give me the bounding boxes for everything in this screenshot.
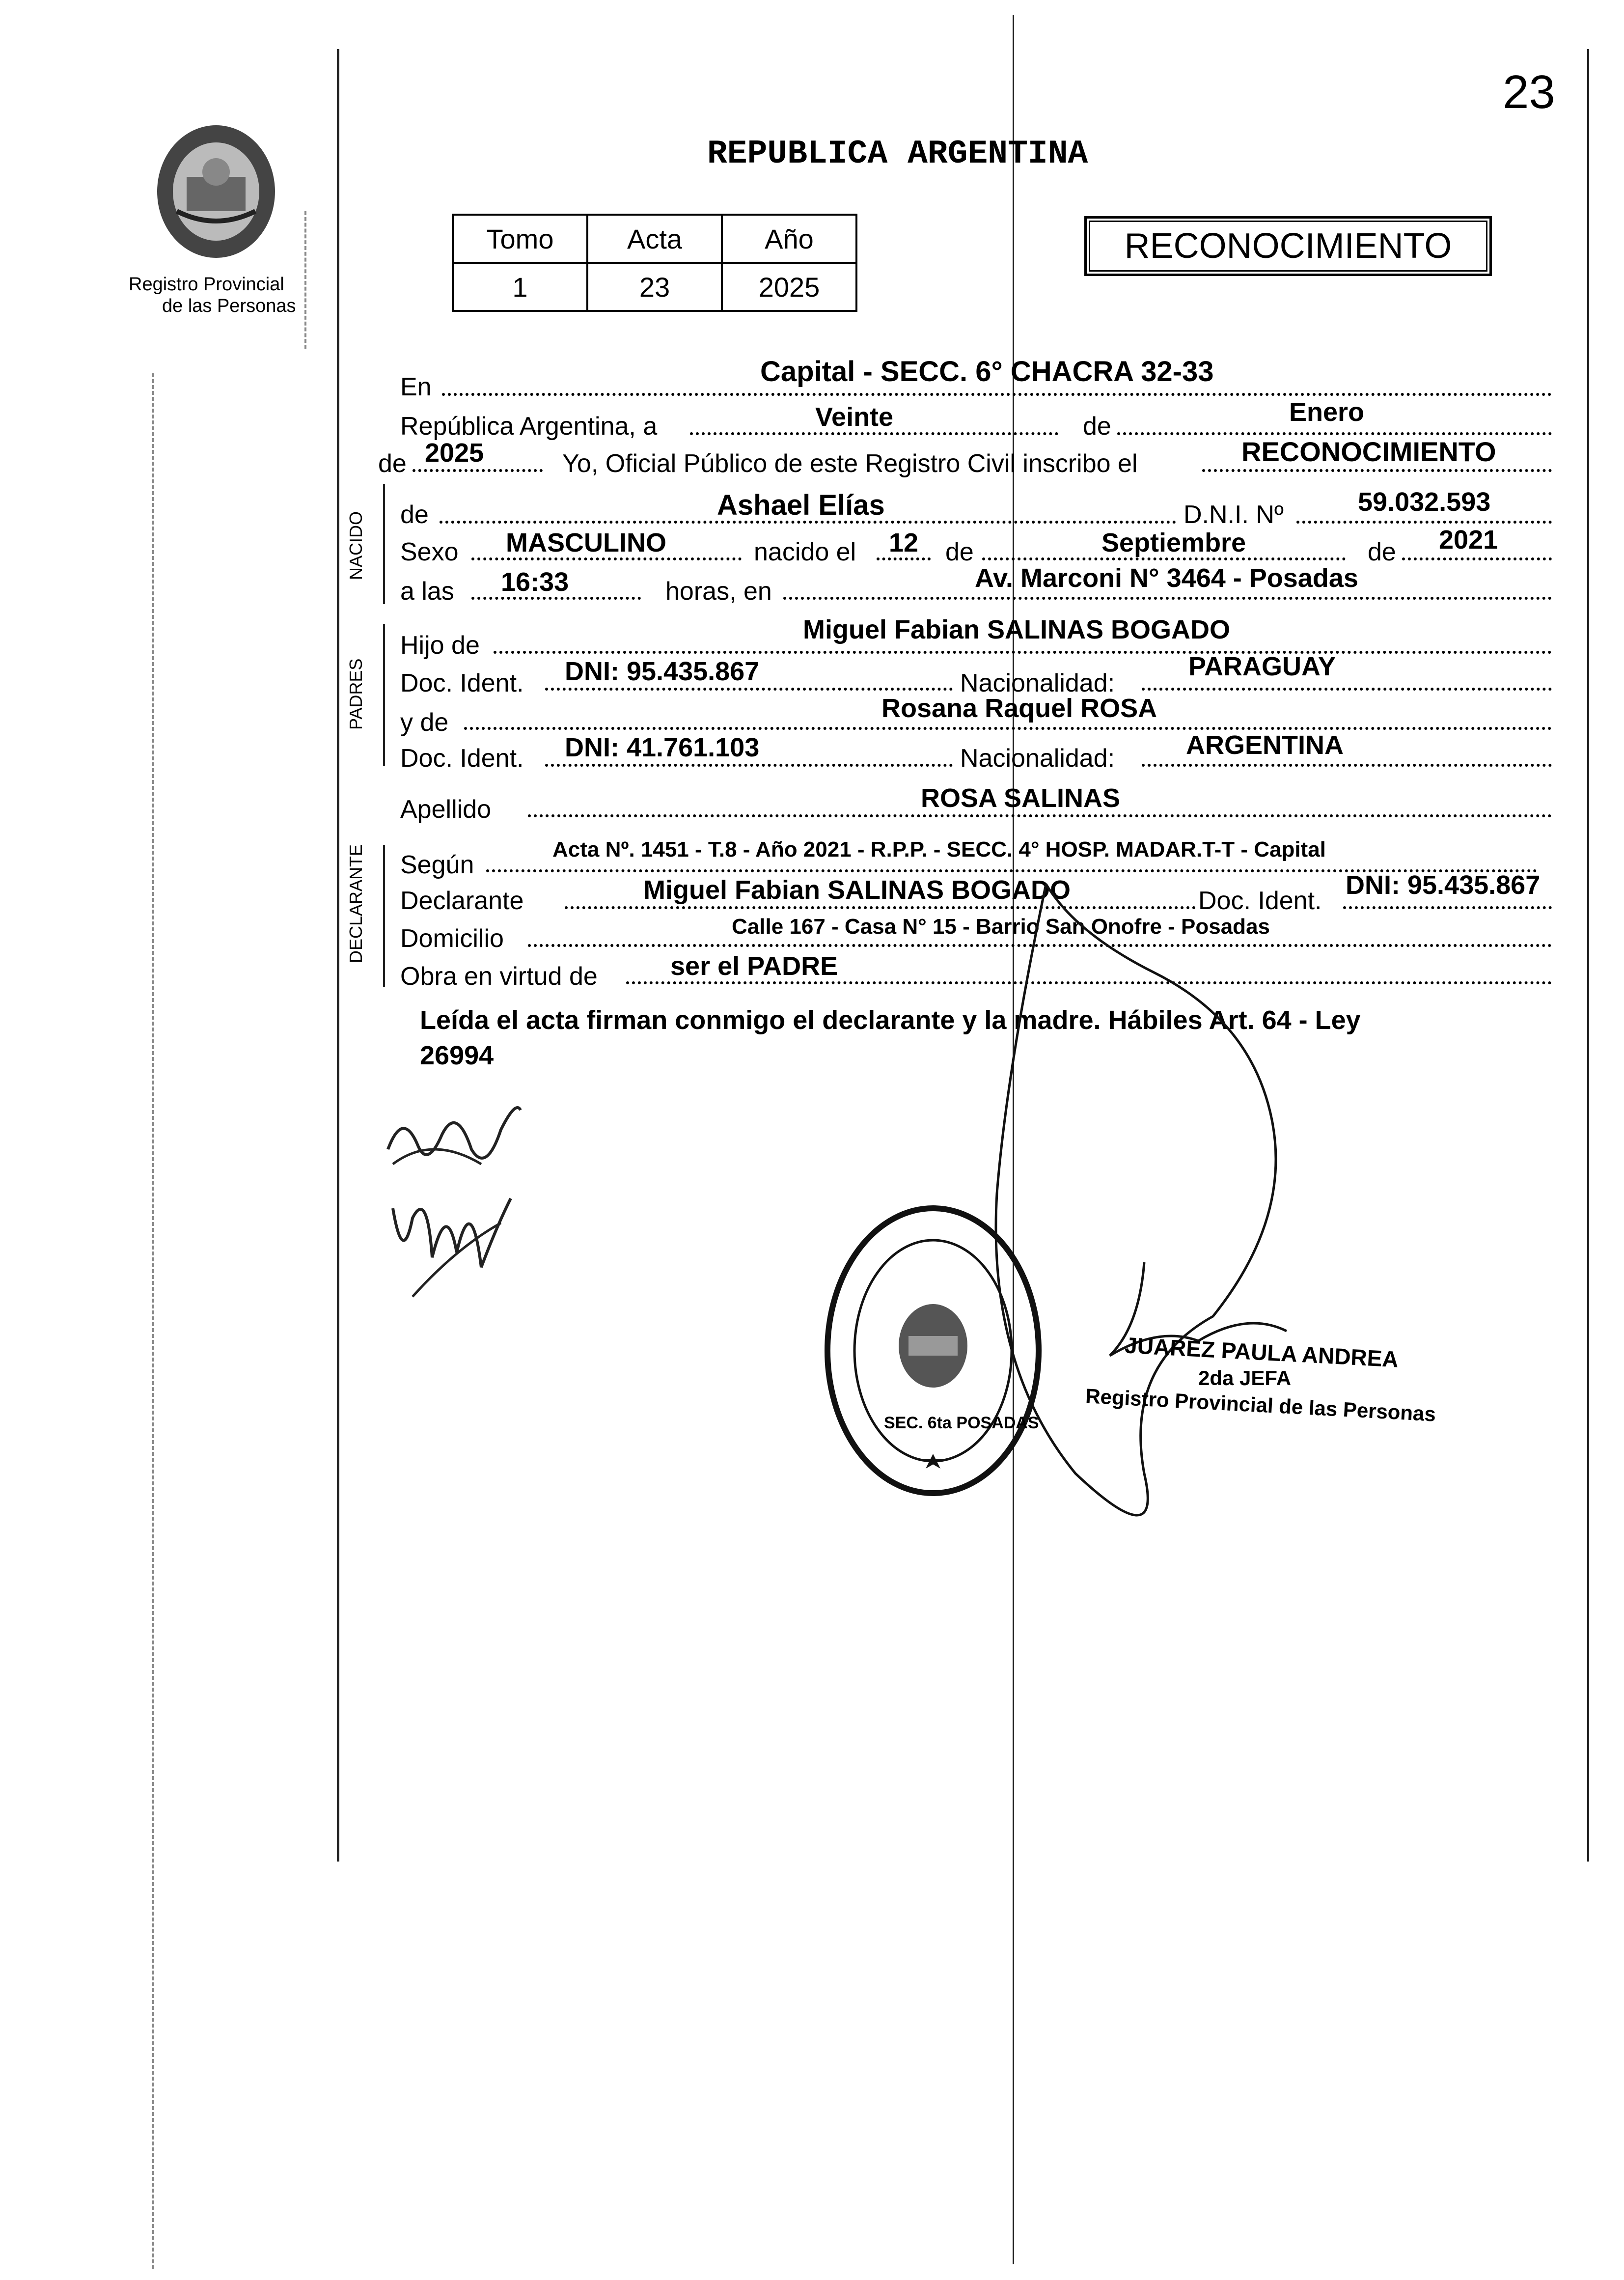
dotted-line — [690, 432, 1058, 435]
official-stamp — [820, 1198, 1046, 1503]
section-nacido-label: NACIDO — [346, 511, 366, 580]
de-label: de — [1083, 412, 1111, 441]
father-nat-value: PARAGUAY — [1188, 652, 1336, 681]
domicilio-value: Calle 167 - Casa N° 15 - Barrio San Onofre - Posadas — [732, 915, 1270, 939]
mother-signature — [383, 1169, 530, 1316]
act-type-label: RECONOCIMIENTO — [1089, 221, 1487, 272]
declarante-value: Miguel Fabian SALINAS BOGADO — [643, 875, 1071, 905]
record-table-header-row — [453, 215, 856, 263]
de-label: de — [400, 500, 429, 529]
section-declarante-label: DECLARANTE — [346, 844, 366, 963]
left-margin-line — [337, 49, 339, 1862]
birth-place-value: Av. Marconi N° 3464 - Posadas — [975, 563, 1358, 593]
padres-bracket — [383, 624, 385, 766]
apellido-label: Apellido — [400, 795, 492, 824]
officer-org: Registro Provincial de las Personas — [1085, 1384, 1437, 1426]
left-dashed-line-2 — [304, 211, 306, 349]
registry-logo — [140, 118, 292, 265]
hijo-label: Hijo de — [400, 631, 480, 660]
birth-day-value: 12 — [889, 528, 919, 557]
mother-nat-value: ARGENTINA — [1186, 730, 1344, 760]
a-las-label: a las — [400, 577, 454, 606]
en-value: Capital - SECC. 6° CHACRA 32-33 — [760, 356, 1214, 388]
stamp-inner-text: SEC. 6ta POSADAS — [884, 1414, 1039, 1432]
dotted-line — [1117, 432, 1552, 435]
declarante-doc-label: Doc. Ident. — [1198, 887, 1322, 915]
dotted-line — [783, 597, 1552, 600]
inscribe-value: RECONOCIMIENTO — [1241, 436, 1496, 467]
name-value: Ashael Elías — [717, 489, 885, 521]
page-number: 23 — [1503, 66, 1555, 118]
record-table-header: Año — [722, 215, 856, 263]
record-table-header: Acta — [587, 215, 722, 263]
obra-label: Obra en virtud de — [400, 962, 598, 991]
dotted-line — [545, 764, 953, 767]
nacionalidad-label: Nacionalidad: — [960, 744, 1115, 773]
dotted-line — [1142, 764, 1552, 767]
right-margin-line — [1587, 49, 1589, 1862]
dotted-line — [528, 814, 1552, 817]
sexo-label: Sexo — [400, 538, 459, 566]
section-padres-label: PADRES — [346, 658, 366, 730]
month-value: Enero — [1289, 397, 1365, 427]
dotted-line — [471, 557, 742, 560]
dotted-line — [545, 688, 953, 691]
record-table-header: Tomo — [453, 215, 587, 263]
declarante-doc-value: DNI: 95.435.867 — [1346, 870, 1541, 900]
officer-name: JUAREZ PAULA ANDREA — [1124, 1332, 1399, 1372]
father-name-value: Miguel Fabian SALINAS BOGADO — [803, 615, 1231, 644]
oficial-text: Yo, Oficial Público de este Registro Civil inscribo el — [562, 449, 1138, 478]
tomo-value: 1 — [453, 263, 587, 311]
day-value: Veinte — [815, 402, 894, 432]
record-table — [452, 214, 857, 312]
dotted-line — [471, 597, 641, 600]
segun-value: Acta Nº. 1451 - T.8 - Año 2021 - R.P.P. - SECC. 4° HOSP. MADAR.T-T - Capital — [552, 837, 1326, 862]
officer-title: 2da JEFA — [1198, 1366, 1292, 1390]
act-type-box — [1084, 216, 1492, 276]
country-title: REPUBLICA ARGENTINA — [707, 135, 1088, 173]
dni-label: D.N.I. Nº — [1184, 500, 1284, 529]
closing-text-line1: Leída el acta firman conmigo el declarante y la madre. Hábiles Art. 64 - Ley — [420, 1005, 1361, 1035]
father-doc-value: DNI: 95.435.867 — [565, 657, 760, 686]
declarante-label: Declarante — [400, 887, 524, 915]
republica-label: República Argentina, a — [400, 412, 658, 441]
birth-month-value: Septiembre — [1101, 528, 1246, 557]
dotted-line — [1343, 906, 1552, 909]
dotted-line — [1402, 557, 1552, 560]
mother-doc-value: DNI: 41.761.103 — [565, 733, 760, 762]
year-value: 2025 — [425, 438, 484, 468]
obra-value: ser el PADRE — [670, 951, 838, 981]
closing-text-line2: 26994 — [420, 1041, 494, 1070]
dotted-line — [442, 393, 1552, 396]
de-label: de — [378, 449, 407, 478]
dotted-line — [494, 651, 1552, 654]
stamp-seal-icon — [820, 1198, 1046, 1503]
nacionalidad-label: Nacionalidad: — [960, 669, 1115, 697]
declarante-bracket — [383, 845, 385, 987]
acta-value: 23 — [587, 263, 722, 311]
dotted-line — [982, 557, 1346, 560]
nacido-bracket — [383, 484, 385, 604]
doc-ident-label: Doc. Ident. — [400, 744, 524, 773]
anio-value: 2025 — [722, 263, 856, 311]
birth-year-value: 2021 — [1439, 525, 1498, 555]
de-label: de — [1368, 538, 1396, 566]
dotted-line — [877, 557, 931, 560]
record-table-value-row — [453, 263, 856, 311]
nacido-label: nacido el — [754, 538, 856, 566]
dotted-line — [1202, 469, 1552, 472]
domicilio-label: Domicilio — [400, 924, 504, 953]
dni-value: 59.032.593 — [1358, 487, 1491, 517]
logo-caption-line2: de las Personas — [162, 296, 296, 316]
de-label: de — [945, 538, 974, 566]
sexo-value: MASCULINO — [506, 528, 666, 557]
en-label: En — [400, 373, 432, 401]
left-dashed-line — [152, 373, 154, 2269]
apellido-value: ROSA SALINAS — [921, 783, 1121, 813]
dotted-line — [413, 469, 543, 472]
segun-label: Según — [400, 851, 474, 879]
mother-name-value: Rosana Raquel ROSA — [881, 694, 1157, 723]
dotted-line — [1142, 688, 1552, 691]
dotted-line — [1296, 521, 1552, 524]
birth-time-value: 16:33 — [501, 567, 569, 597]
misiones-seal-icon — [140, 118, 292, 265]
doc-ident-label: Doc. Ident. — [400, 669, 524, 697]
dotted-line — [464, 727, 1552, 730]
logo-caption-line1: Registro Provincial — [129, 274, 284, 295]
horas-label: horas, en — [665, 577, 772, 606]
y-de-label: y de — [400, 708, 449, 737]
